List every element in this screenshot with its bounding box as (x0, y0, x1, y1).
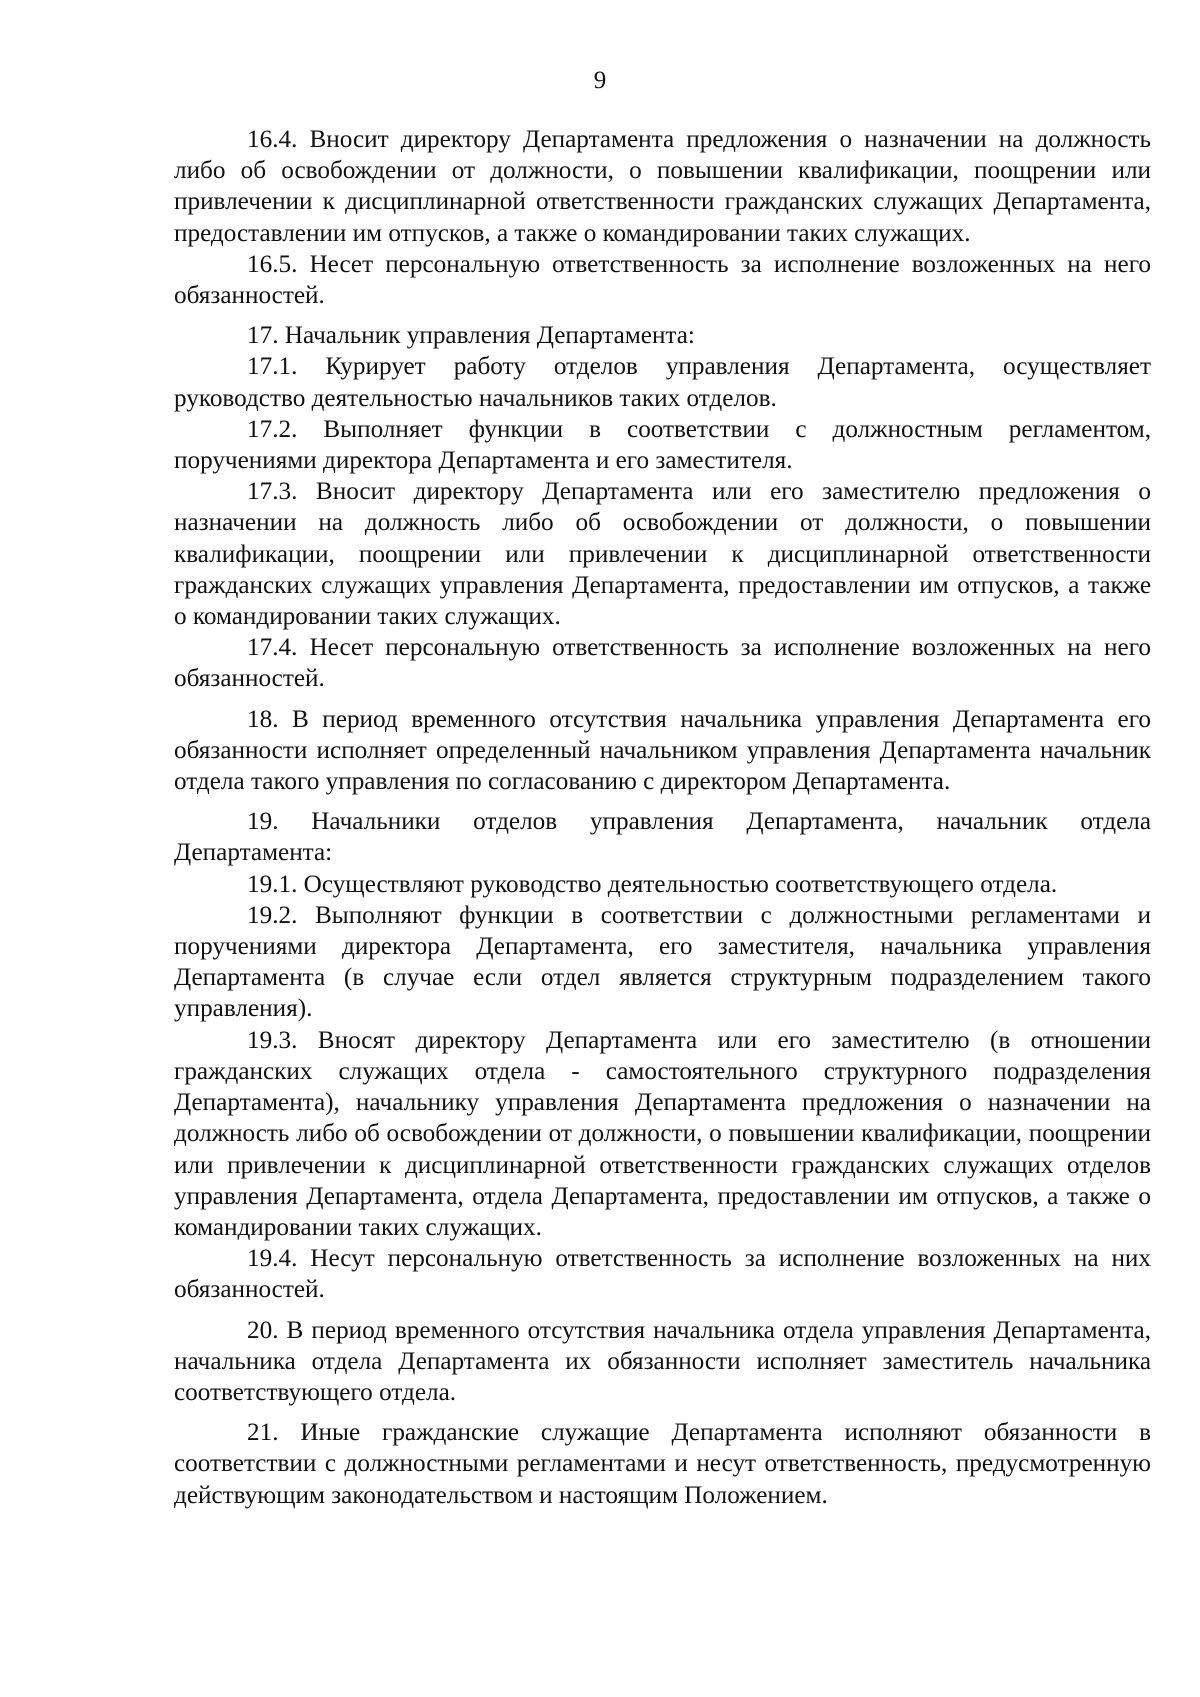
paragraph-19-2: 19.2. Выполняют функции в соответствии с должностными регламентами и поручениями директора Департамента, его заместителя, начальника управления Департамента (в случае если отдел является структурным подразделением такого управления). (174, 901, 1151, 1023)
page-number: 9 (593, 67, 607, 94)
paragraph-17: 17. Начальник управления Департамента: (247, 322, 695, 350)
paragraph-19-3: 19.3. Вносят директору Департамента или его заместителю (в отношении гражданских служащих отдела - самостоятельного структурного подразделения Департамента), начальнику управления Департамента предложения о назначении на должность либо об освобождении от должности, о повышении квалификации, поощрении или привлечении к дисциплинарной ответственности гражданских служащих отделов управления Департамента, отдела Департамента, предоставлении им отпусков, а также о командировании таких служащих. (174, 1026, 1151, 1241)
paragraph-19: 19. Начальники отделов управления Департамента, начальник отдела Департамента: (174, 808, 1151, 867)
paragraph-16-5: 16.5. Несет персональную ответственность за исполнение возложенных на него обязанностей. (174, 250, 1151, 310)
document-body (174, 124, 1151, 1511)
paragraph-17-4: 17.4. Несет персональную ответственность за исполнение возложенных на него обязанностей. (174, 634, 1151, 693)
paragraph-17-3: 17.3. Вносит директору Департамента или его заместителю предложения о назначении на должность либо об освобождении от должности, о повышении квалификации, поощрении или привлечении к дисциплинарной ответственности гражданских служащих управления Департамента, предоставлении им отпусков, а также о командировании таких служащих. (174, 478, 1151, 631)
paragraph-19-1: 19.1. Осуществляют руководство деятельностью соответствующего отдела. (247, 870, 1058, 898)
paragraph-17-2: 17.2. Выполняет функции в соответствии с должностным регламентом, поручениями директора Департамента и его заместителя. (174, 415, 1151, 475)
paragraph-18: 18. В период временного отсутствия начальника управления Департамента его обязанности исполняет определенный начальником управления Департамента начальник отдела такого управления по согласованию с директором Департамента. (174, 705, 1151, 796)
paragraph-17-1: 17.1. Курирует работу отделов управления Департамента, осуществляет руководство деятельностью начальников таких отделов. (174, 353, 1151, 412)
paragraph-19-4: 19.4. Несут персональную ответственность за исполнение возложенных на них обязанностей. (174, 1245, 1151, 1304)
paragraph-16-4: 16.4. Вносит директору Департамента предложения о назначении на должность либо об освобождении от должности, о повышении квалификации, поощрении или привлечении к дисциплинарной ответственности гражданских служащих Департамента, предоставлении им отпусков, а также о командировании таких служащих. (174, 126, 1151, 247)
paragraph-20: 20. В период временного отсутствия начальника отдела управления Департамента, начальника отдела Департамента их обязанности исполняет заместитель начальника соответствующего отдела. (174, 1316, 1151, 1406)
paragraph-21: 21. Иные гражданские служащие Департамента исполняют обязанности в соответствии с должностными регламентами и несут ответственность, предусмотренную действующим законодательством и настоящим Положением. (174, 1419, 1151, 1509)
